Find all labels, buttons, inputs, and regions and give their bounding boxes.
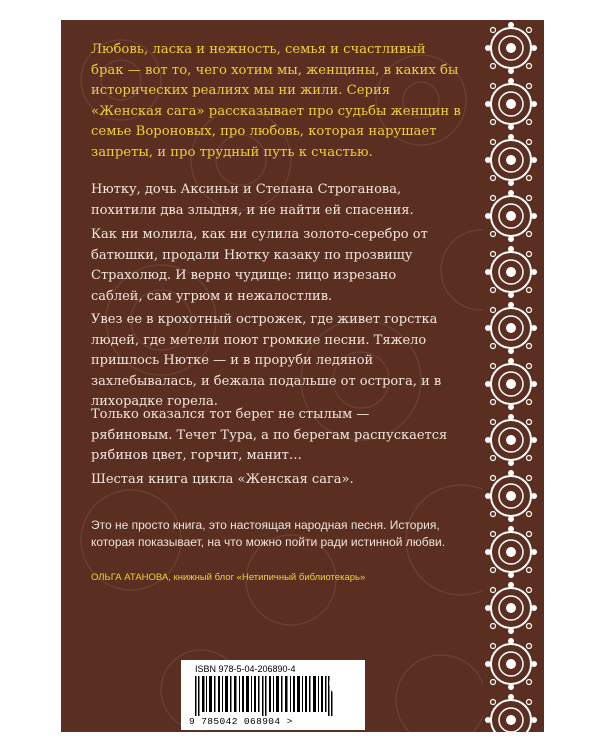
review-attribution	[91, 572, 471, 583]
book-back-cover	[61, 20, 544, 732]
annotation-paragraph-2: Как ни молила, как ни сулила золото-серебро от батюшки, продали Нютку казаку по прозвищу Страхолюд. И верно чудище: лицо изрезано саблей, сам угрюм и нежалостлив.	[91, 227, 428, 304]
review-quote: Это не просто книга, это настоящая народная песня. История, которая показывает, на что можно пойти ради истинной любви.	[91, 518, 446, 549]
series-intro: Любовь, ласка и нежность, семья и счастливый брак — вот то, чего хотим мы, женщины, в каких бы исторических реалиях мы ни жили. Серия «Женская сага» рассказывает про судьбы женщин в семье Вороновых, про любовь, которая нарушает запреты, и про трудный путь к счастью.	[91, 42, 461, 160]
annotation-paragraph-5: Шестая книга цикла «Женская сага».	[91, 472, 354, 487]
review-author: ОЛЬГА АТАНОВА,	[91, 572, 171, 583]
annotation-paragraph-3: Увез ее в крохотный острожек, где живет горстка людей, где метели поют громкие песни. Тяжело пришлось Нютке — и в проруби ледяной захлебывалась, и бежала подальше от острога, и в лихорадке горела.	[91, 312, 442, 409]
lace-border-decoration	[483, 20, 539, 732]
barcode-digits: 9 785042 068904 >	[189, 716, 293, 727]
annotation-paragraph-4: Только оказался тот берег не стылым — рябиновым. Течет Тура, а по берегам распускается рябинов цвет, горчит, манит…	[91, 407, 448, 463]
barcode-bars	[195, 676, 345, 716]
review-source: книжный блог «Нетипичный библиотекарь»	[170, 572, 366, 583]
isbn-label: ISBN 978-5-04-206890-4	[195, 664, 296, 674]
annotation-paragraph-1: Нютку, дочь Аксиньи и Степана Строганова, похитили два злыдня, и не найти ей спасения.	[91, 182, 414, 218]
publisher-logo-icon	[326, 665, 362, 701]
